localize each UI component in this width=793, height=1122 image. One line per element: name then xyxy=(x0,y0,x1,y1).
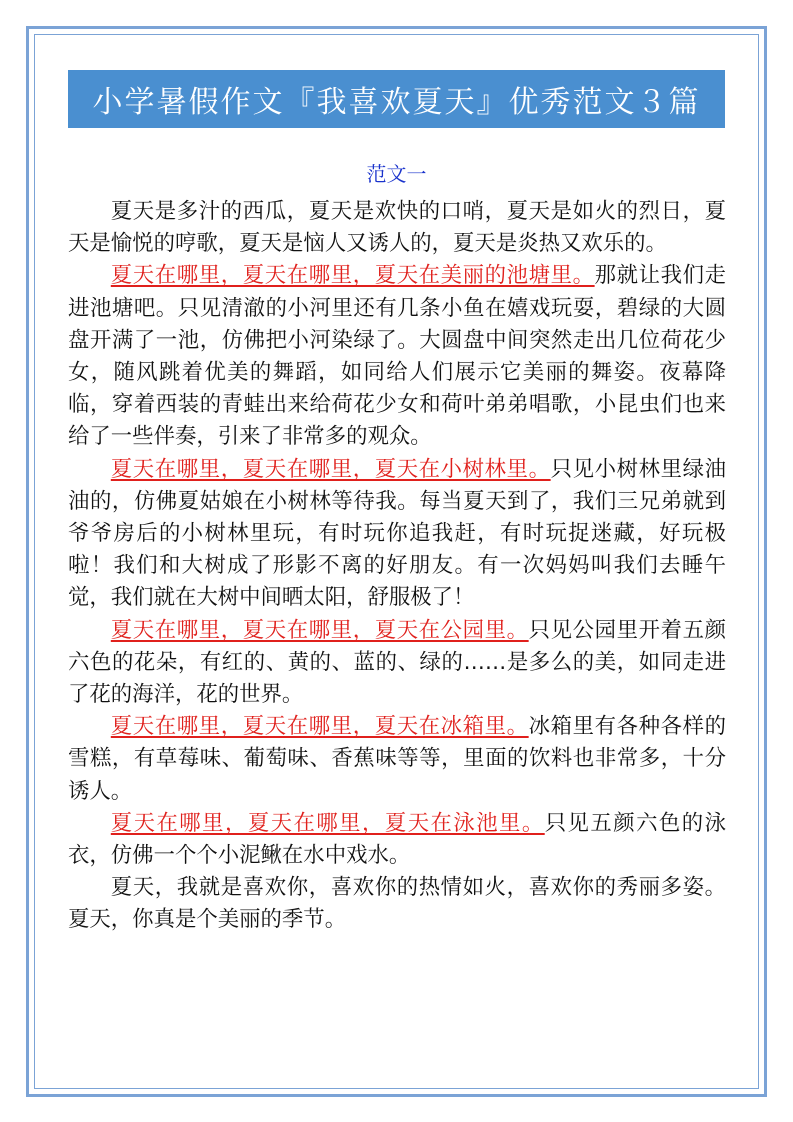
highlight-sentence: 夏天在哪里，夏天在哪里，夏天在美丽的池塘里。 xyxy=(110,263,595,289)
highlight-sentence: 夏天在哪里，夏天在哪里，夏天在公园里。 xyxy=(110,617,529,643)
paragraph xyxy=(68,260,726,453)
highlight-sentence: 夏天在哪里，夏天在哪里，夏天在冰箱里。 xyxy=(110,714,529,740)
highlight-sentence: 夏天在哪里，夏天在哪里，夏天在泳池里。 xyxy=(110,810,545,836)
paragraph xyxy=(68,711,726,808)
paragraph xyxy=(68,196,726,260)
essay-subtitle: 范文一 xyxy=(366,162,427,186)
paragraph xyxy=(68,454,726,615)
paragraph xyxy=(68,872,726,936)
paragraph-text: 只见小树林里绿油油的，仿佛夏姑娘在小树林等待我。每当夏天到了，我们三兄弟就到爷爷房后的小树林里玩，有时玩你追我赶，有时玩捉迷藏，好玩极啦！我们和大树成了形影不离的好朋友。有一次妈妈叫我们去睡午觉，我们就在大树中间晒太阳，舒服极了！ xyxy=(68,456,726,611)
paragraph-text: 那就让我们走进池塘吧。只见清澈的小河里还有几条小鱼在嬉戏玩耍，碧绿的大圆盘开满了一池，仿佛把小河染绿了。大圆盘中间突然走出几位荷花少女，随风跳着优美的舞蹈，如同给人们展示它美丽的舞姿。夜幕降临，穿着西装的青蛙出来给荷花少女和荷叶弟弟唱歌，小昆虫们也来给了一些伴奏，引来了非常多的观众。 xyxy=(68,263,726,450)
highlight-sentence: 夏天在哪里，夏天在哪里，夏天在小树林里。 xyxy=(110,456,551,482)
essay-body xyxy=(68,196,726,937)
paragraph xyxy=(68,808,726,872)
paragraph xyxy=(68,615,726,712)
title-banner xyxy=(68,70,725,128)
paragraph-text: 只见公园里开着五颜六色的花朵，有红的、黄的、蓝的、绿的……是多么的美，如同走进了花的海洋，花的世界。 xyxy=(68,617,726,708)
paragraph-text: 夏天是多汁的西瓜，夏天是欢快的口哨，夏天是如火的烈日，夏天是愉悦的哼歌，夏天是恼人又诱人的，夏天是炎热又欢乐的。 xyxy=(68,199,726,257)
paragraph-text: 冰箱里有各种各样的雪糕，有草莓味、葡萄味、香蕉味等等，里面的饮料也非常多，十分诱人。 xyxy=(68,714,726,804)
page-title: 小学暑假作文『我喜欢夏天』优秀范文３篇 xyxy=(92,85,701,120)
paragraph-text: 夏天，我就是喜欢你，喜欢你的热情如火，喜欢你的秀丽多姿。夏天，你真是个美丽的季节。 xyxy=(68,875,726,933)
paragraph-text: 只见五颜六色的泳衣，仿佛一个个小泥鳅在水中戏水。 xyxy=(68,810,726,869)
